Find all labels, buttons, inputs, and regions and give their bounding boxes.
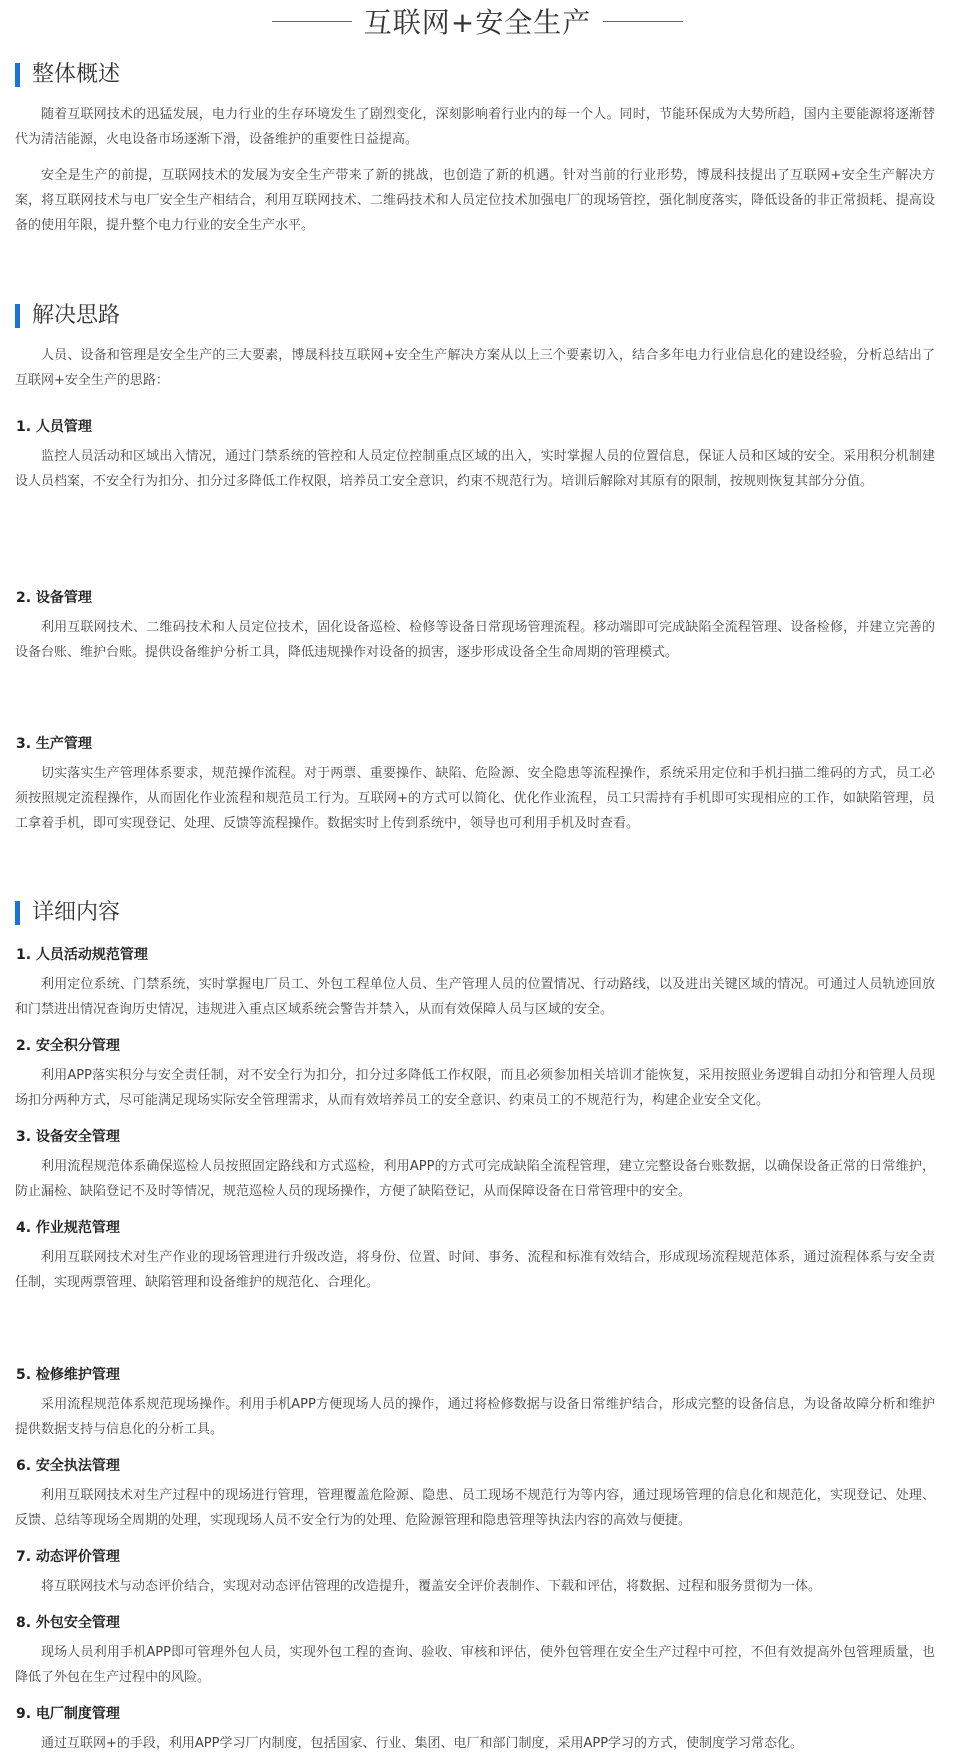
detail-item-text: 利用流程规范体系确保巡检人员按照固定路线和方式巡检，利用APP的方式可完成缺陷全流程管理，建立完整设备台账数据，以确保设备正常的日常维护，防止漏检、缺陷登记不及时等情况，规范巡检人员的现场操作，方便了缺陷登记，从而保障设备在日常管理中的安全。 bbox=[15, 1159, 935, 1199]
detail-item-text: 利用互联网技术对生产过程中的现场进行管理，管理覆盖危险源、隐患、员工现场不规范行为等内容，通过现场管理的信息化和规范化，实现登记、处理、反馈、总结等现场全周期的处理，实现现场人员不安全行为的处理、危险源管理和隐患管理等执法内容的高效与便捷。 bbox=[15, 1488, 935, 1528]
detail-item-text: 现场人员利用手机APP即可管理外包人员，实现外包工程的查询、验收、审核和评估，使外包管理在安全生产过程中可控，不但有效提高外包管理质量，也降低了外包在生产过程中的风险。 bbox=[15, 1645, 935, 1685]
section-heading-overview: 整体概述 bbox=[15, 63, 120, 87]
detail-item-text: 利用定位系统、门禁系统，实时掌握电厂员工、外包工程单位人员、生产管理人员的位置情况、行动路线，以及进出关键区域的情况。可通过人员轨迹回放和门禁进出情况查询历史情况，违规进入重点区域系统会警告并禁入，从而有效保障人员与区域的安全。 bbox=[15, 977, 935, 1017]
detail-item-text: 通过互联网+的手段，利用APP学习厂内制度，包括国家、行业、集团、电厂和部门制度，采用APP学习的方式，使制度学习常态化。 bbox=[41, 1736, 804, 1751]
detail-item-title: 3. 设备安全管理 bbox=[16, 1129, 120, 1145]
detail-item-text: 利用APP落实积分与安全责任制，对不安全行为扣分，扣分过多降低工作权限，而且必须参加相关培训才能恢复，采用按照业务逻辑自动扣分和管理人员现场扣分两种方式，尽可能满足现场实际安全管理需求，从而有效培养员工的安全意识、约束员工的不规范行为，构建企业安全文化。 bbox=[15, 1068, 935, 1108]
approach-item-title-equipment: 2. 设备管理 bbox=[16, 590, 92, 606]
title-divider-right bbox=[603, 21, 683, 22]
overview-paragraph-2: 安全是生产的前提，互联网技术的发展为安全生产带来了新的挑战，也创造了新的机遇。针对当前的行业形势，博晟科技提出了互联网+安全生产解决方案，将互联网技术与电厂安全生产相结合，利用互联网技术、二维码技术和人员定位技术加强电厂的现场管控，强化制度落实，降低设备的非正常损耗、提高设备的使用年限，提升整个电力行业的安全生产水平。 bbox=[15, 168, 935, 233]
title-divider-left bbox=[272, 21, 352, 22]
approach-item-text-people: 监控人员活动和区域出入情况，通过门禁系统的管控和人员定位控制重点区域的出入，实时掌握人员的位置信息，保证人员和区域的安全。采用积分机制建设人员档案，不安全行为扣分、扣分过多降低工作权限，培养员工安全意识，约束不规范行为。培训后解除对其原有的限制，按规则恢复其部分分值。 bbox=[15, 449, 935, 489]
detail-item-text: 采用流程规范体系规范现场操作。利用手机APP方便现场人员的操作，通过将检修数据与设备日常维护结合，形成完整的设备信息，为设备故障分析和维护提供数据支持与信息化的分析工具。 bbox=[15, 1397, 935, 1437]
detail-item-title: 5. 检修维护管理 bbox=[16, 1367, 120, 1383]
detail-item-title: 4. 作业规范管理 bbox=[16, 1220, 120, 1236]
page-title-row bbox=[0, 0, 955, 42]
section-heading-details: 详细内容 bbox=[15, 901, 120, 925]
detail-item-title: 7. 动态评价管理 bbox=[16, 1549, 120, 1565]
detail-item-title: 2. 安全积分管理 bbox=[16, 1038, 120, 1054]
approach-item-text-equipment: 利用互联网技术、二维码技术和人员定位技术，固化设备巡检、检修等设备日常现场管理流程。移动端即可完成缺陷全流程管理、设备检修，并建立完善的设备台账、维护台账。提供设备维护分析工具，降低违规操作对设备的损害，逐步形成设备全生命周期的管理模式。 bbox=[15, 620, 935, 660]
section-heading-approach: 解决思路 bbox=[15, 304, 120, 328]
overview-paragraph-1: 随着互联网技术的迅猛发展，电力行业的生存环境发生了剧烈变化，深刻影响着行业内的每一个人。同时，节能环保成为大势所趋，国内主要能源将逐渐替代为清洁能源，火电设备市场逐渐下滑，设备维护的重要性日益提高。 bbox=[15, 107, 935, 147]
detail-item-title: 8. 外包安全管理 bbox=[16, 1615, 120, 1631]
page-title: 互联网+安全生产 bbox=[363, 6, 592, 39]
detail-item-title: 9. 电厂制度管理 bbox=[16, 1706, 120, 1722]
detail-item-title: 1. 人员活动规范管理 bbox=[16, 947, 148, 963]
approach-item-title-people: 1. 人员管理 bbox=[16, 419, 92, 435]
detail-item-title: 6. 安全执法管理 bbox=[16, 1458, 120, 1474]
approach-item-title-production: 3. 生产管理 bbox=[16, 736, 92, 752]
approach-item-text-production: 切实落实生产管理体系要求，规范操作流程。对于两票、重要操作、缺陷、危险源、安全隐患等流程操作，系统采用定位和手机扫描二维码的方式，员工必须按照规定流程操作，从而固化作业流程和规范员工行为。互联网+的方式可以简化、优化作业流程，员工只需持有手机即可实现相应的工作，如缺陷管理，员工拿着手机，即可实现登记、处理、反馈等流程操作。数据实时上传到系统中，领导也可利用手机及时查看。 bbox=[15, 766, 935, 831]
detail-item-text: 将互联网技术与动态评价结合，实现对动态评估管理的改造提升，覆盖安全评价表制作、下载和评估，将数据、过程和服务贯彻为一体。 bbox=[41, 1579, 822, 1594]
detail-item-text: 利用互联网技术对生产作业的现场管理进行升级改造，将身份、位置、时间、事务、流程和标准有效结合，形成现场流程规范体系，通过流程体系与安全责任制，实现两票管理、缺陷管理和设备维护的规范化、合理化。 bbox=[15, 1250, 935, 1290]
approach-intro: 人员、设备和管理是安全生产的三大要素，博晟科技互联网+安全生产解决方案从以上三个要素切入，结合多年电力行业信息化的建设经验，分析总结出了互联网+安全生产的思路： bbox=[15, 348, 935, 388]
